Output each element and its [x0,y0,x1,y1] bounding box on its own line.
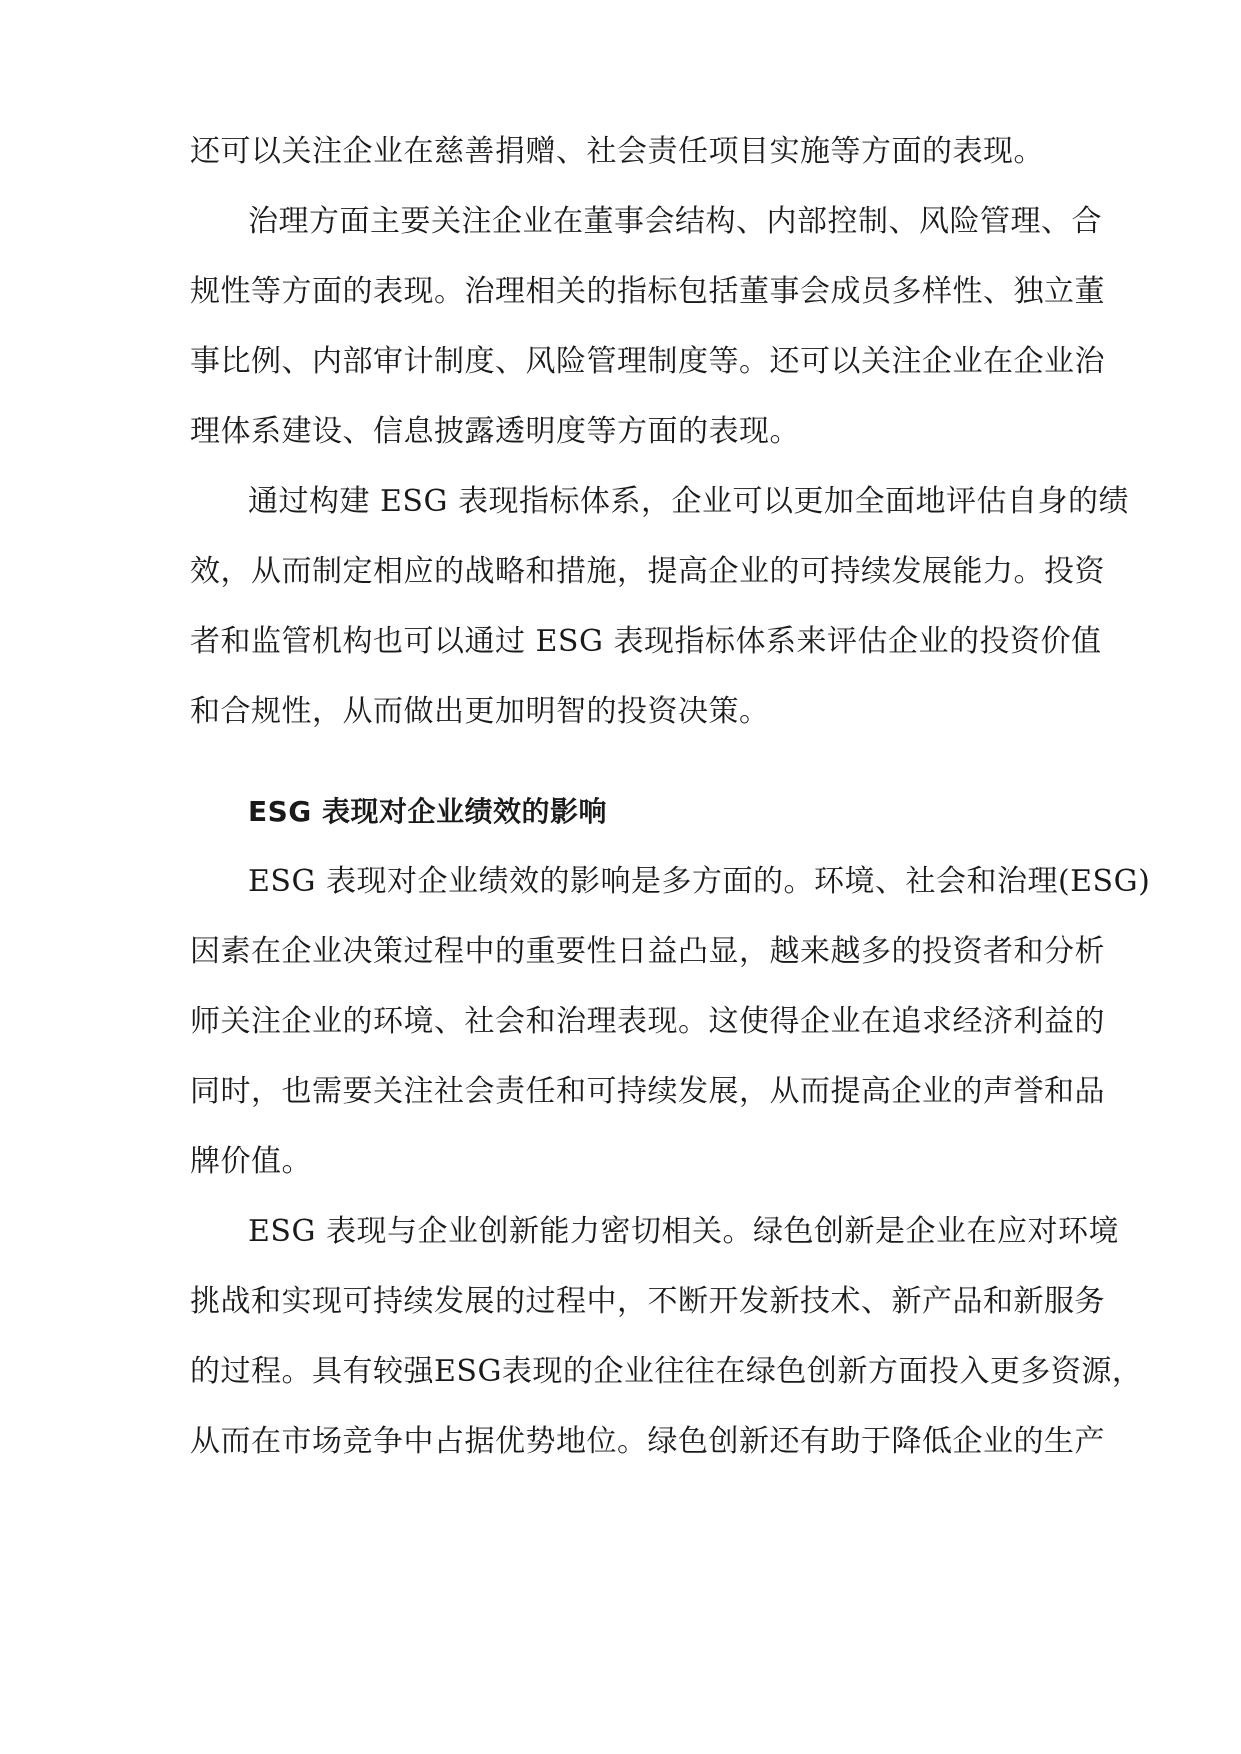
paragraph-line: ESG 表现与企业创新能力密切相关。绿色创新是企业在应对环境 [248,1214,1119,1249]
paragraph-line: 规性等方面的表现。治理相关的指标包括董事会成员多样性、独立董 [190,274,1105,309]
paragraph-line: 治理方面主要关注企业在董事会结构、内部控制、风险管理、合 [248,204,1102,239]
paragraph-line: 同时，也需要关注社会责任和可持续发展，从而提高企业的声誉和品 [190,1074,1105,1109]
paragraph-line: 事比例、内部审计制度、风险管理制度等。还可以关注企业在企业治 [190,344,1105,379]
paragraph-line: 理体系建设、信息披露透明度等方面的表现。 [190,414,800,449]
paragraph-line: ESG 表现对企业绩效的影响是多方面的。环境、社会和治理(ESG) [248,864,1151,899]
paragraph-line: 的过程。具有较强ESG表现的企业往往在绿色创新方面投入更多资源， [190,1354,1143,1389]
paragraph-line: 和合规性，从而做出更加明智的投资决策。 [190,694,770,729]
paragraph-line: 还可以关注企业在慈善捐赠、社会责任项目实施等方面的表现。 [190,134,1044,169]
paragraph-line: 者和监管机构也可以通过 ESG 表现指标体系来评估企业的投资价值 [190,624,1102,659]
paragraph-line: 挑战和实现可持续发展的过程中，不断开发新技术、新产品和新服务 [190,1284,1105,1319]
paragraph-line: 从而在市场竞争中占据优势地位。绿色创新还有助于降低企业的生产 [190,1424,1105,1459]
paragraph-line: 师关注企业的环境、社会和治理表现。这使得企业在追求经济利益的 [190,1004,1105,1039]
section-heading: ESG 表现对企业绩效的影响 [248,795,608,828]
paragraph-line: 通过构建 ESG 表现指标体系，企业可以更加全面地评估自身的绩 [248,484,1129,519]
paragraph-line: 牌价值。 [190,1144,312,1179]
paragraph-line: 因素在企业决策过程中的重要性日益凸显，越来越多的投资者和分析 [190,934,1105,969]
paragraph-line: 效，从而制定相应的战略和措施，提高企业的可持续发展能力。投资 [190,554,1105,589]
